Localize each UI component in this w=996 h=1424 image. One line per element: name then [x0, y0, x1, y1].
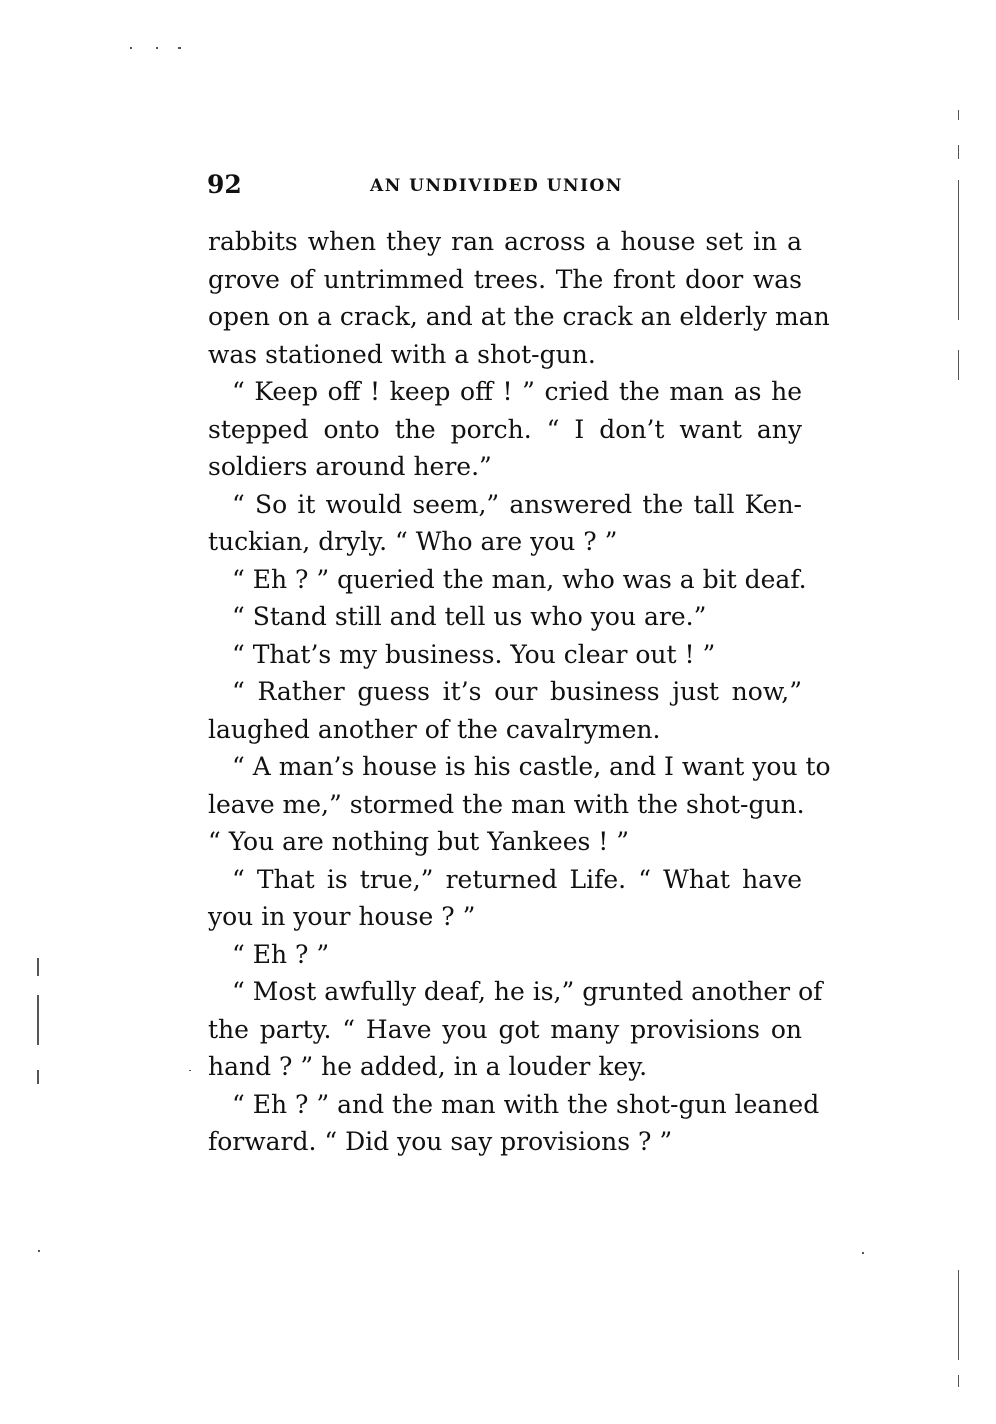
text-line: open on a crack, and at the crack an elderly man: [208, 302, 830, 331]
text-line: “ Eh ? ”: [232, 939, 330, 969]
body-text: [208, 223, 831, 1161]
page-header: [207, 170, 803, 202]
text-line: “ Eh ? ” and the man with the shot-gun leaned: [232, 1089, 820, 1119]
text-line: tuckian, dryly. “ Who are you ? ”: [208, 527, 618, 556]
text-line: forward. “ Did you say provisions ? ”: [208, 1127, 673, 1156]
text-line: “ That’s my business. You clear out ! ”: [232, 639, 716, 669]
scan-speck: [862, 1252, 864, 1254]
scan-line: [958, 110, 959, 120]
scan-line: [958, 1270, 959, 1360]
text-line: “ You are nothing but Yankees ! ”: [208, 827, 630, 856]
text-line: “ That is true,” returned Life. “ What have: [232, 864, 802, 894]
page-number: 92: [207, 170, 242, 199]
scan-speck: [178, 47, 181, 49]
scan-line: [958, 1375, 959, 1387]
scan-speck: [38, 1250, 40, 1252]
text-line: rabbits when they ran across a house set in a: [208, 227, 802, 256]
text-line: “ So it would seem,” answered the tall Ken-: [232, 489, 802, 519]
text-line: “ Rather guess it’s our business just now,”: [232, 677, 802, 706]
text-line: leave me,” stormed the man with the shot-gun.: [208, 789, 805, 819]
scan-line: [958, 180, 959, 320]
text-line: soldiers around here.”: [208, 452, 492, 481]
scan-line: [37, 995, 39, 1045]
text-line: “ Keep off ! keep off ! ” cried the man as he: [232, 377, 802, 406]
scan-line: [958, 145, 959, 159]
text-line: hand ? ” he added, in a louder key.: [208, 1052, 648, 1081]
text-line: “ Stand still and tell us who you are.”: [232, 602, 707, 631]
text-line: grove of untrimmed trees. The front door was: [208, 264, 802, 294]
text-line: was stationed with a shot-gun.: [208, 339, 596, 369]
scan-line: [37, 1070, 39, 1084]
text-line: stepped onto the porch. “ I don’t want any: [208, 414, 802, 444]
text-line: you in your house ? ”: [208, 902, 476, 931]
text-line: laughed another of the cavalrymen.: [208, 714, 661, 744]
text-line: “ Eh ? ” queried the man, who was a bit deaf.: [232, 564, 807, 594]
text-line: “ Most awfully deaf, he is,” grunted another of: [232, 977, 823, 1006]
scan-speck: [189, 1070, 191, 1071]
scan-line: [958, 350, 959, 380]
scan-speck: [156, 47, 158, 49]
scan-speck: [130, 47, 132, 49]
text-line: “ A man’s house is his castle, and I want you to: [232, 752, 831, 781]
running-title: AN UNDIVIDED UNION: [370, 176, 623, 196]
scan-line: [37, 958, 39, 976]
text-line: the party. “ Have you got many provisions on: [208, 1014, 802, 1044]
